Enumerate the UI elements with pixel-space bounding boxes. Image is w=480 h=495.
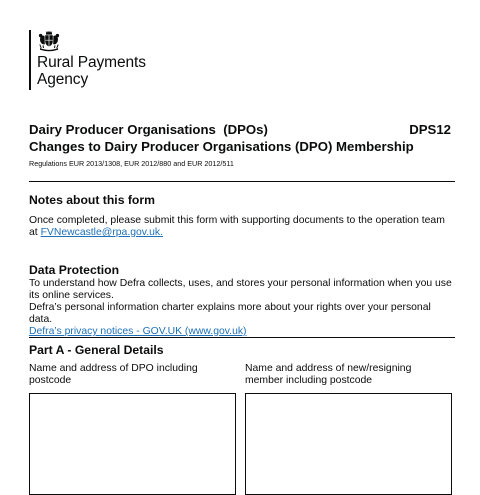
agency-name-line1: Rural Payments bbox=[37, 54, 146, 71]
member-address-label: Name and address of new/resigning member including postcode bbox=[245, 363, 412, 386]
form-code: DPS12 bbox=[409, 122, 451, 137]
data-protection-line1: To understand how Defra collects, uses, and stores your personal information when you use its online services. bbox=[29, 278, 452, 301]
form-subtitle: Changes to Dairy Producer Organisations (DPO) Membership bbox=[29, 139, 414, 154]
notes-heading: Notes about this form bbox=[29, 193, 155, 207]
agency-name-line2: Agency bbox=[37, 71, 89, 88]
form-title-row bbox=[29, 121, 451, 138]
notes-text-body: Once completed, please submit this form with supporting documents to the operation team at bbox=[29, 215, 445, 238]
dpo-address-label: Name and address of DPO including postcode bbox=[29, 363, 198, 386]
royal-coat-of-arms-icon bbox=[37, 30, 61, 52]
agency-name bbox=[37, 54, 146, 88]
header-divider bbox=[29, 30, 31, 90]
notes-text bbox=[29, 215, 454, 239]
data-protection-heading: Data Protection bbox=[29, 263, 120, 277]
data-protection-text bbox=[29, 278, 454, 338]
regulations-note: Regulations EUR 2013/1308, EUR 2012/880 and EUR 2012/511 bbox=[29, 159, 234, 168]
form-title: Dairy Producer Organisations (DPOs) bbox=[29, 122, 268, 137]
section-divider bbox=[29, 337, 455, 338]
section-divider bbox=[29, 181, 455, 182]
privacy-notice-link[interactable]: Defra’s privacy notices - GOV.UK (www.gov.uk) bbox=[29, 326, 247, 337]
email-link[interactable]: FVNewcastle@rpa.gov.uk. bbox=[40, 227, 163, 238]
data-protection-line2: Defra’s personal information charter explains more about your rights over your personal data. bbox=[29, 302, 431, 325]
part-a-heading: Part A - General Details bbox=[29, 343, 164, 357]
